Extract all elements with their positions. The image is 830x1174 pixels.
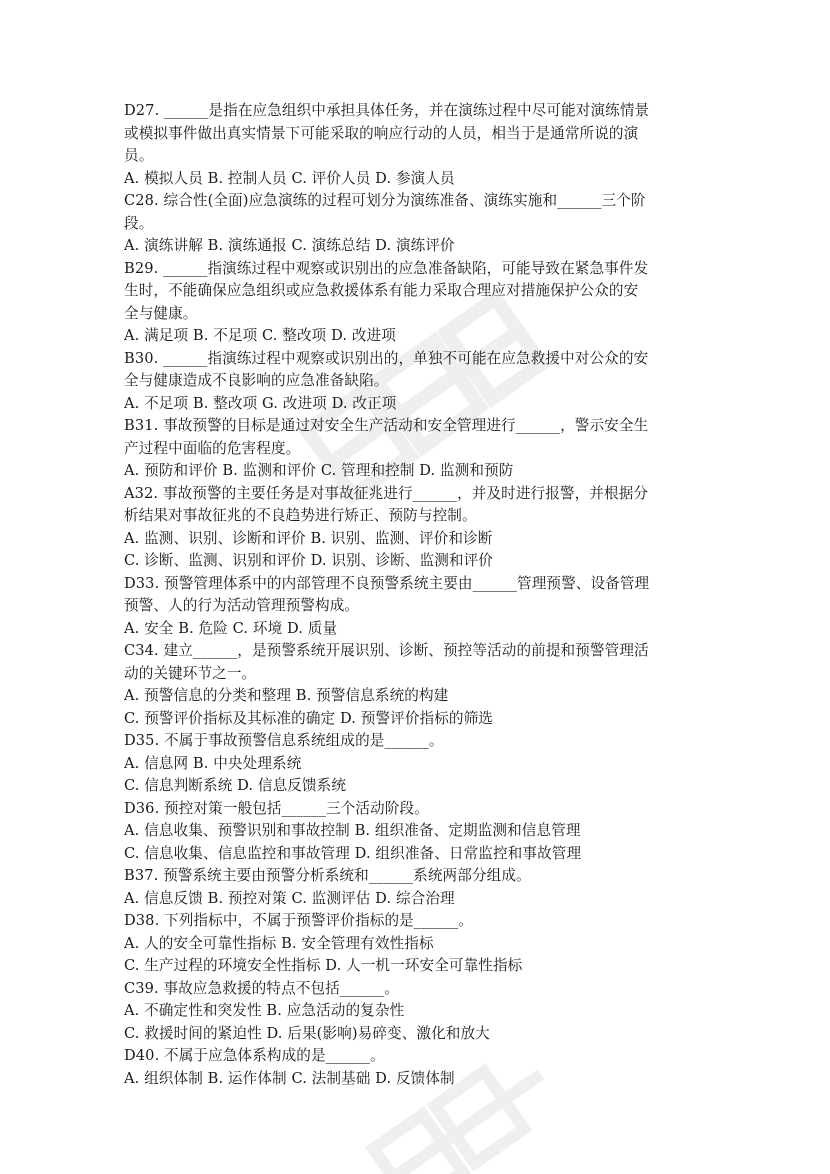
question-line: D40. 不属于应急体系构成的是______。 [124,1047,385,1064]
question-item [124,978,714,1046]
answer-options [124,618,714,641]
question-line: 析结果对事故征兆的不良趋势进行矫正、预防与控制。 [124,507,477,524]
question-item [124,348,714,416]
option-line: A. 不足项 B. 整改项 G. 改进项 D. 改正项 [124,394,397,412]
question-item [124,190,714,258]
option-line: C. 诊断、监测、识别和评价 D. 识别、诊断、监测和评价 [124,552,493,569]
question-text [124,573,714,618]
option-line: A. 满足项 B. 不足项 C. 整改项 D. 改进项 [124,327,396,344]
question-line: C34. 建立______，是预警系统开展识别、诊断、预控等活动的前提和预警管理活 [124,642,649,659]
question-item [124,730,714,798]
question-text [124,1045,714,1068]
question-text [124,978,714,1001]
option-line: A. 人的安全可靠性指标 B. 安全管理有效性指标 [124,934,434,952]
question-line: A32. 事故预警的主要任务是对事故征兆进行______，并及时进行报警，并根据分 [124,484,649,502]
question-text [124,415,714,460]
question-line: 全与健康。 [124,304,198,322]
answer-options [124,393,714,416]
question-line: D33. 预警管理体系中的内部管理不良预警系统主要由______管理预警、设备管理 [124,574,650,592]
question-text [124,730,714,753]
answer-options [124,888,714,911]
question-text [124,190,714,235]
answer-options [124,1068,714,1091]
question-line: 动的关键环节之一。 [124,664,257,682]
question-line: D35. 不属于事故预警信息系统组成的是______。 [124,732,444,749]
answer-options [124,235,714,258]
option-line: A. 监测、识别、诊断和评价 B. 识别、监测、评价和诊断 [124,529,493,547]
question-text [124,865,714,888]
option-line: C. 救援时间的紧迫性 D. 后果(影响)易碎变、激化和放大 [124,1024,490,1042]
answer-options [124,753,714,798]
question-text [124,910,714,933]
answer-options [124,168,714,191]
question-text [124,348,714,393]
question-text [124,258,714,326]
option-line: A. 信息网 B. 中央处理系统 [124,754,302,772]
question-item [124,100,714,190]
answer-options [124,460,714,483]
question-line: 或模拟事件做出真实情景下可能采取的响应行动的人员，相当于是通常所说的演 [124,124,639,142]
question-line: 预警、人的行为活动管理预警构成。 [124,597,360,614]
question-item [124,798,714,866]
question-line: 员。 [124,147,154,164]
answer-options [124,685,714,730]
answer-options [124,820,714,865]
question-line: C39. 事故应急救援的特点不包括______。 [124,979,399,997]
question-item [124,415,714,483]
question-item [124,573,714,641]
question-line: 产过程中面临的危害程度。 [124,439,301,457]
question-text [124,483,714,528]
question-line: B29. ______指演练过程中观察或识别出的应急准备缺陷，可能导致在紧急事件发 [124,259,649,277]
option-line: A. 预防和评价 B. 监测和评价 C. 管理和控制 D. 监测和预防 [124,462,514,479]
answer-options [124,528,714,573]
question-line: 段。 [124,214,154,232]
option-line: A. 演练讲解 B. 演练通报 C. 演练总结 D. 演练评价 [124,237,455,254]
question-item [124,640,714,730]
answer-options [124,933,714,978]
question-line: C28. 综合性(全面)应急演练的过程可划分为演练准备、演练实施和______三个阶 [124,192,646,209]
option-line: C. 预警评价指标及其标准的确定 D. 预警评价指标的筛选 [124,709,493,727]
option-line: C. 信息收集、信息监控和事故管理 D. 组织准备、日常监控和事故管理 [124,844,582,862]
option-line: A. 不确定性和突发性 B. 应急活动的复杂性 [124,1002,405,1019]
option-line: A. 信息反馈 B. 预控对策 C. 监测评估 D. 综合治理 [124,889,455,907]
question-line: D38. 下列指标中，不属于预警评价指标的是______。 [124,912,473,929]
question-item [124,1045,714,1090]
answer-options [124,1000,714,1045]
option-line: C. 信息判断系统 D. 信息反馈系统 [124,777,347,794]
question-line: D36. 预控对策一般包括______三个活动阶段。 [124,799,429,817]
question-text [124,100,714,168]
option-line: A. 信息收集、预警识别和事故控制 B. 组织准备、定期监测和信息管理 [124,822,581,839]
question-list [124,100,714,1090]
question-line: 生时，不能确保应急组织或应急救援体系有能力采取合理应对措施保护公众的安 [124,282,639,299]
question-item [124,865,714,910]
option-line: A. 安全 B. 危险 C. 环境 D. 质量 [124,619,338,637]
question-line: B30. ______指演练过程中观察或识别出的，单独不可能在应急救援中对公众的安 [124,349,649,367]
option-line: A. 预警信息的分类和整理 B. 预警信息系统的构建 [124,687,449,704]
option-line: A. 组织体制 B. 运作体制 C. 法制基础 D. 反馈体制 [124,1069,455,1087]
question-item [124,258,714,348]
question-text [124,798,714,821]
question-line: D27. ______是指在应急组织中承担具体任务，并在演练过程中尽可能对演练情景 [124,102,650,119]
question-item [124,483,714,573]
question-line: B37. 预警系统主要由预警分析系统和______系统两部分组成。 [124,867,531,884]
option-line: C. 生产过程的环境安全性指标 D. 人一机一环安全可靠性指标 [124,957,523,974]
question-text [124,640,714,685]
answer-options [124,325,714,348]
option-line: A. 模拟人员 B. 控制人员 C. 评价人员 D. 参演人员 [124,169,455,187]
question-item [124,910,714,978]
question-line: B31. 事故预警的目标是通过对安全生产活动和安全管理进行______，警示安全生 [124,417,649,434]
question-line: 全与健康造成不良影响的应急准备缺陷。 [124,372,389,389]
